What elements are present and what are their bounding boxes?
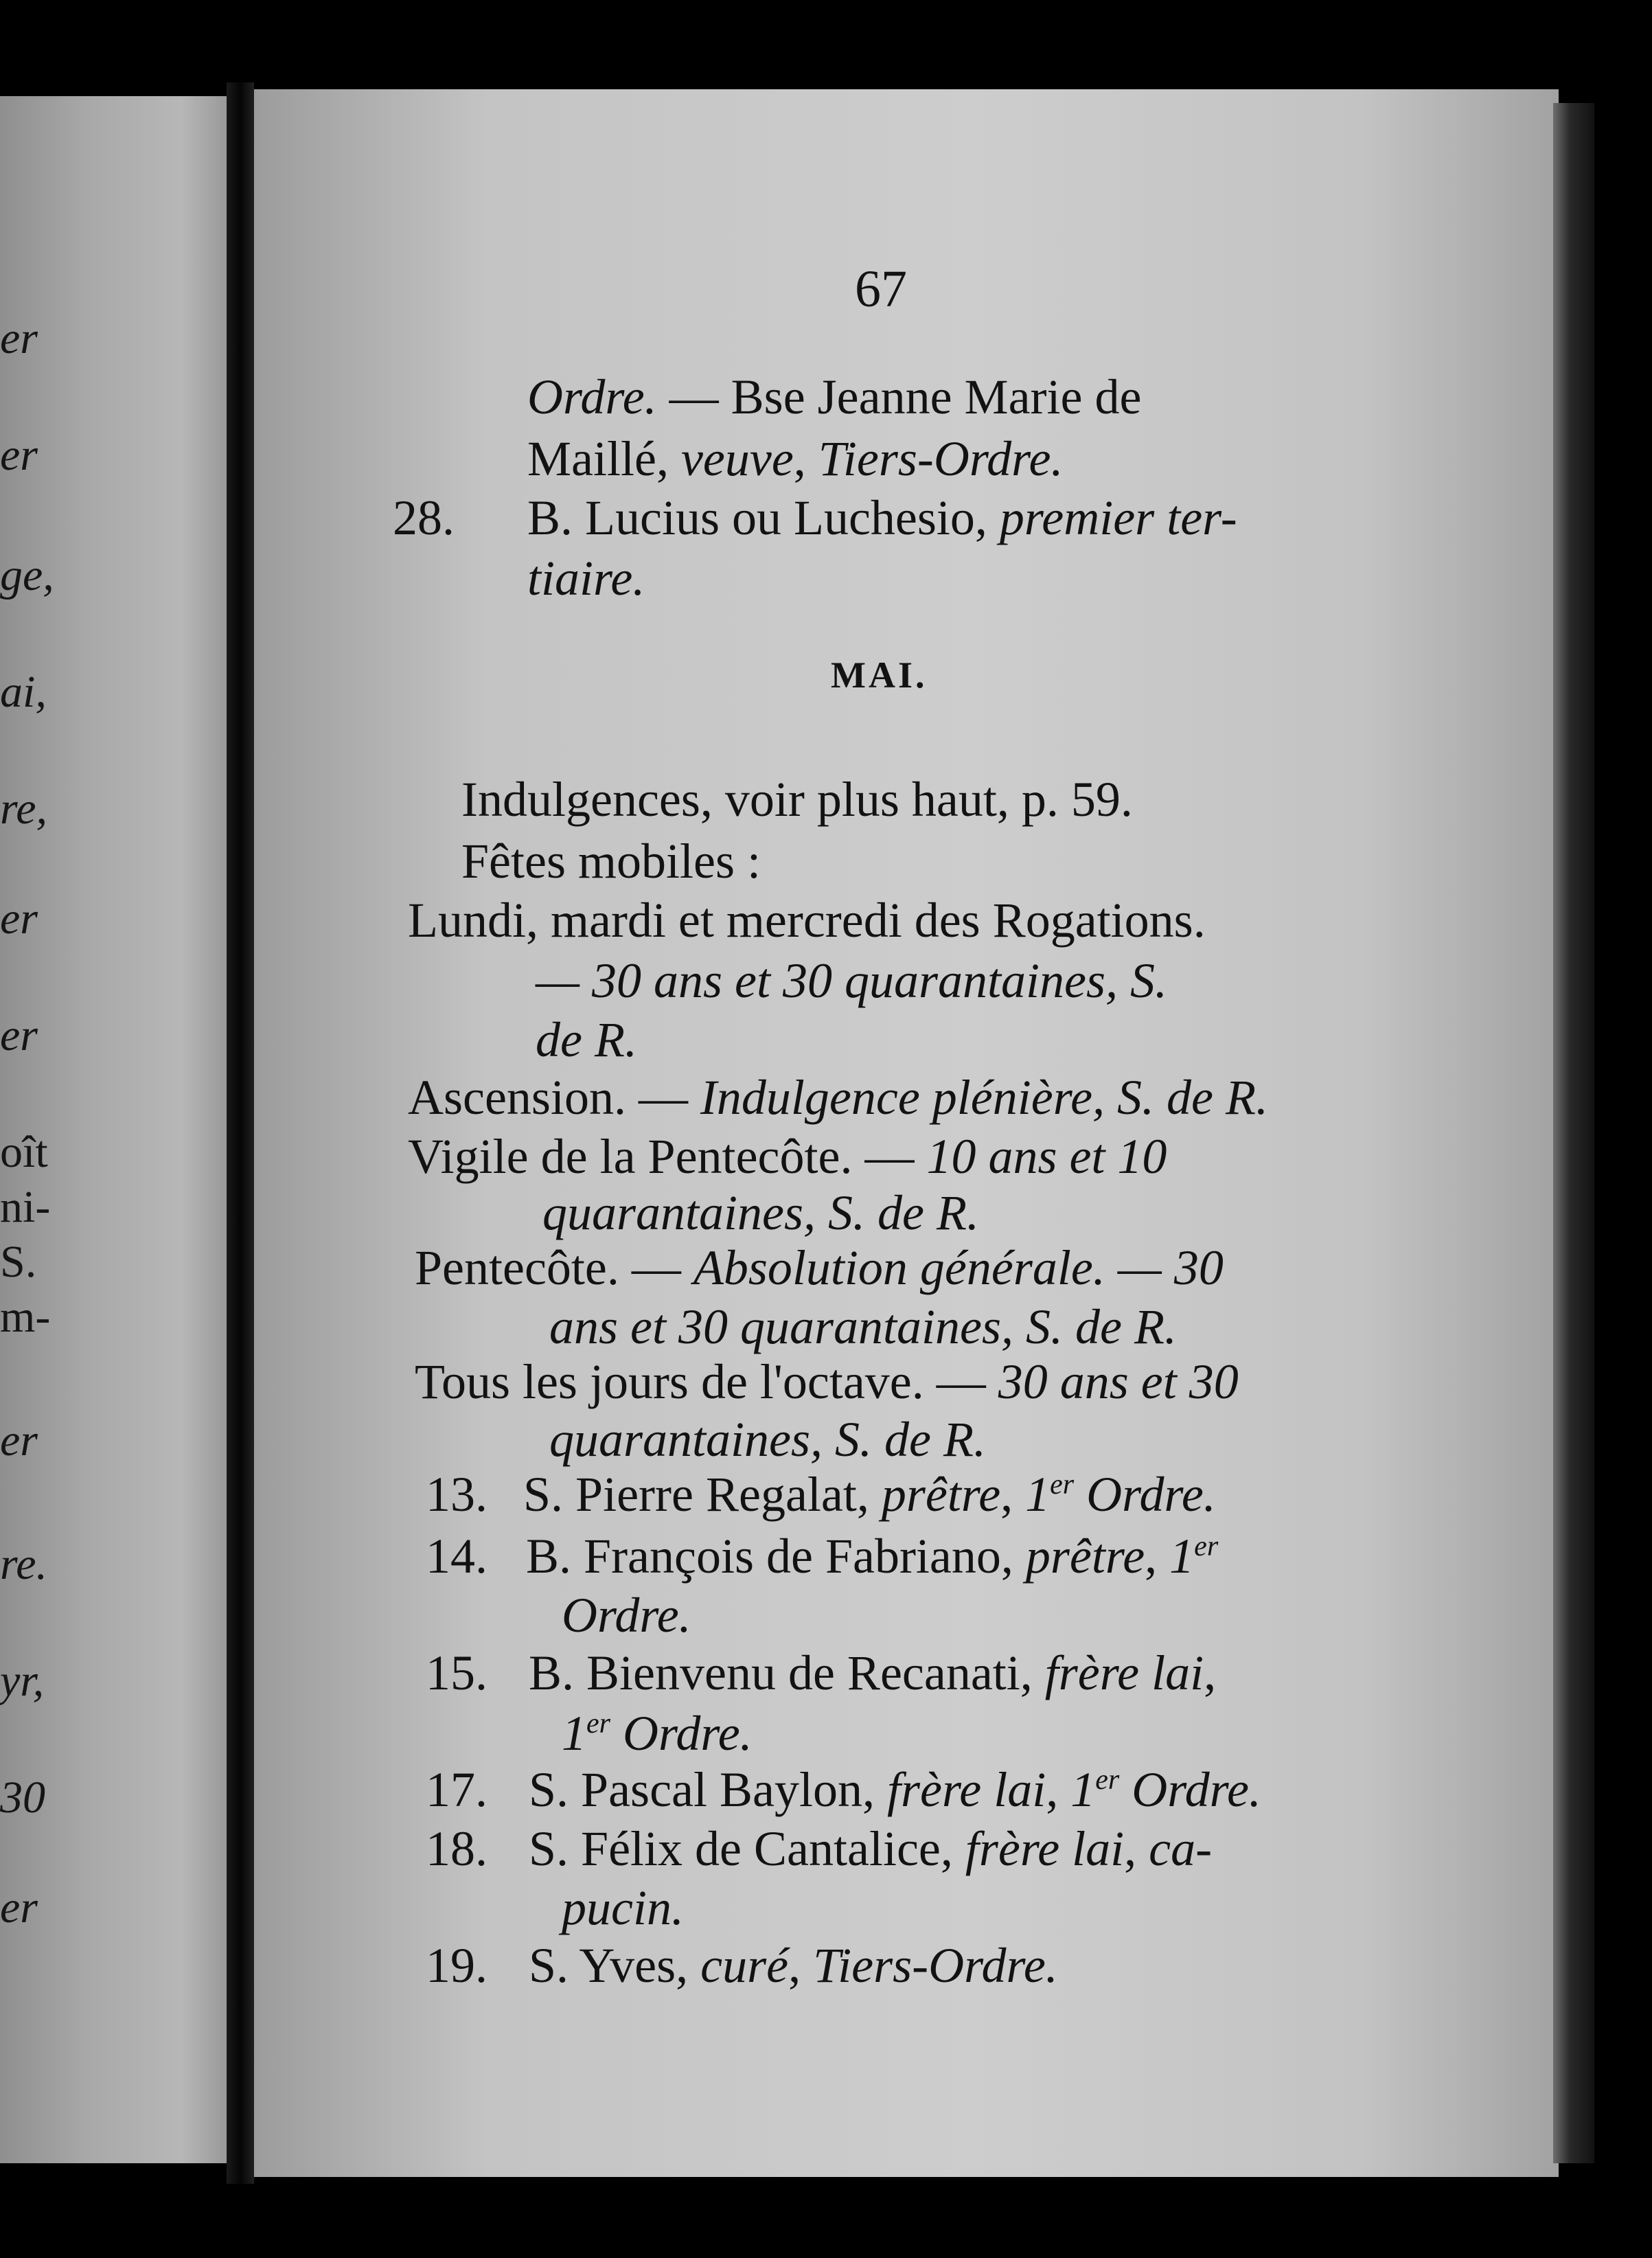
- text-run: frère lai: [1044, 1645, 1204, 1700]
- text-run: prêtre: [881, 1467, 1001, 1522]
- entry-number: 15.: [426, 1645, 487, 1700]
- entry-number: 18.: [426, 1821, 487, 1876]
- text-run: ,: [1124, 1821, 1149, 1876]
- text-run: S. Yves,: [529, 1938, 701, 1993]
- text-run: frère lai: [965, 1821, 1125, 1876]
- text-run: veuve: [680, 431, 794, 486]
- text-run: ca-: [1149, 1821, 1213, 1876]
- saint-entry: [426, 1645, 1217, 1700]
- feast-line: [408, 893, 1206, 948]
- page-edge-shadow: [1553, 103, 1594, 2163]
- entry-number: 14.: [426, 1529, 487, 1584]
- text-run: Ordre.: [1074, 1467, 1216, 1522]
- intro-line: [461, 772, 1133, 827]
- text-run: Ordre.: [527, 369, 657, 424]
- text-run: tiaire.: [527, 551, 645, 606]
- text-run: premier ter-: [999, 490, 1237, 545]
- text-run: — 30 ans et 30 quarantaines, S.: [536, 953, 1168, 1008]
- entry-line: [527, 369, 1142, 424]
- text-run: ,: [793, 431, 818, 486]
- text-run: frère lai: [886, 1762, 1046, 1817]
- left-page-fragment: oît: [0, 1127, 48, 1177]
- feast-line: [542, 1185, 979, 1240]
- text-run: quarantaines, S. de R.: [549, 1412, 986, 1467]
- text-run: 10 ans et 10: [926, 1129, 1167, 1184]
- left-page-fragment: ge,: [0, 550, 54, 600]
- text-run: prêtre: [1025, 1529, 1145, 1584]
- text-run: Pentecôte. —: [415, 1240, 693, 1295]
- saint-entry: [426, 1821, 1213, 1876]
- text-run: curé: [700, 1938, 789, 1993]
- left-page-fragment: er: [0, 893, 38, 944]
- text-run: Tiers-Ordre.: [818, 431, 1064, 486]
- text-run: Ascension. —: [408, 1070, 700, 1125]
- text-run: ,: [788, 1938, 814, 1993]
- text-run: Ordre.: [1119, 1762, 1261, 1817]
- feast-line: [415, 1240, 1224, 1295]
- saint-entry: [426, 1529, 1219, 1584]
- text-run: Fêtes mobiles :: [461, 834, 761, 889]
- text-run: Indulgences, voir plus haut, p. 59.: [461, 772, 1133, 827]
- text-run: ,: [1145, 1529, 1170, 1584]
- text-run: Maillé,: [527, 431, 681, 486]
- text-run: 1: [1169, 1529, 1195, 1584]
- left-page-fragment: re,: [0, 784, 48, 834]
- feast-line: [408, 1129, 1167, 1184]
- text-run: B. Bienvenu de Recanati,: [529, 1645, 1045, 1700]
- text-run: er: [1050, 1469, 1075, 1501]
- text-run: 1: [1070, 1762, 1096, 1817]
- feast-line: [536, 1012, 637, 1067]
- text-run: ,: [1046, 1762, 1071, 1817]
- text-run: Absolution générale. — 30: [693, 1240, 1224, 1295]
- entry-line: [393, 490, 1237, 545]
- text-run: Ordre.: [610, 1706, 753, 1761]
- text-run: ans et 30 quarantaines, S. de R.: [549, 1299, 1177, 1354]
- text-run: Vigile de la Pentecôte. —: [408, 1129, 927, 1184]
- previous-page-fragment: [0, 96, 227, 2163]
- entry-number: 19.: [426, 1938, 487, 1993]
- text-run: S. Pascal Baylon,: [529, 1762, 887, 1817]
- entry-line: [527, 551, 645, 606]
- entry-line: [527, 431, 1064, 486]
- book-gutter: [227, 82, 254, 2184]
- left-page-fragment: ni-: [0, 1182, 51, 1232]
- text-run: de R.: [536, 1012, 637, 1067]
- left-page-fragment: S.: [0, 1237, 37, 1287]
- left-page-fragment: 30: [0, 1772, 45, 1823]
- text-run: S. Pierre Regalat,: [523, 1467, 882, 1522]
- text-run: ,: [1000, 1467, 1026, 1522]
- saint-entry: [426, 1762, 1261, 1817]
- feast-line: [536, 953, 1168, 1008]
- text-run: B. Lucius ou Luchesio,: [527, 490, 1000, 545]
- text-run: er: [1194, 1531, 1219, 1562]
- text-run: ,: [1204, 1645, 1217, 1700]
- text-run: Ordre.: [562, 1588, 691, 1643]
- text-run: 1: [1025, 1467, 1051, 1522]
- feast-line: [408, 1070, 1268, 1125]
- left-page-fragment: er: [0, 430, 38, 480]
- intro-line: [461, 834, 761, 889]
- feast-line: [415, 1354, 1239, 1409]
- entry-number: 28.: [393, 490, 455, 545]
- saint-entry: [562, 1706, 753, 1761]
- left-page-fragment: re.: [0, 1539, 48, 1589]
- text-run: — Bse Jeanne Marie de: [656, 369, 1142, 424]
- feast-line: [549, 1412, 986, 1467]
- saint-entry: [426, 1938, 1058, 1993]
- entry-number: 17.: [426, 1762, 487, 1817]
- text-run: B. François de Fabriano,: [526, 1529, 1026, 1584]
- text-run: Indulgence plénière, S. de R.: [700, 1070, 1268, 1125]
- text-run: 30 ans et 30: [998, 1354, 1239, 1409]
- page-number: 67: [855, 260, 907, 318]
- text-run: 1: [562, 1706, 586, 1761]
- text-run: Tiers-Ordre.: [813, 1938, 1058, 1993]
- text-run: S. Félix de Cantalice,: [529, 1821, 965, 1876]
- feast-line: [549, 1299, 1177, 1354]
- text-run: Lundi, mardi et mercredi des Rogations.: [408, 893, 1206, 948]
- left-page-fragment: m-: [0, 1292, 51, 1342]
- text-run: Tous les jours de l'octave. —: [415, 1354, 998, 1409]
- left-page-fragment: er: [0, 1415, 38, 1466]
- text-run: er: [586, 1708, 610, 1740]
- entry-number: 13.: [426, 1467, 487, 1522]
- month-heading: MAI.: [831, 654, 928, 696]
- saint-entry: [562, 1588, 691, 1643]
- text-run: pucin.: [562, 1880, 684, 1935]
- left-page-fragment: er: [0, 1010, 38, 1060]
- left-page-fragment: er: [0, 313, 38, 363]
- text-run: quarantaines, S. de R.: [542, 1185, 979, 1240]
- left-page-fragment: ai,: [0, 667, 47, 717]
- left-page-fragment: er: [0, 1882, 38, 1932]
- text-run: er: [1095, 1764, 1120, 1796]
- left-page-fragment: yr,: [0, 1656, 45, 1706]
- saint-entry: [562, 1880, 684, 1935]
- saint-entry: [426, 1467, 1216, 1522]
